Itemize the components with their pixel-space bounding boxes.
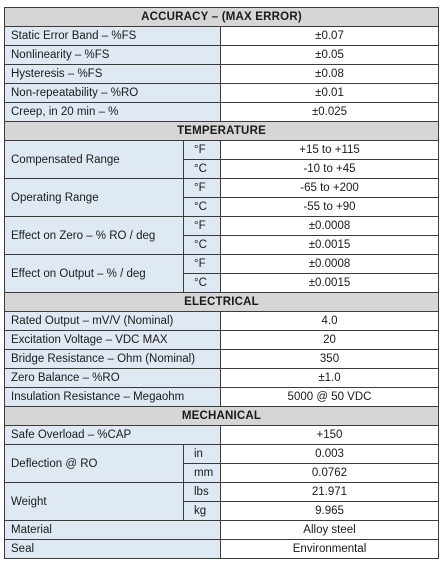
row-value: +15 to +115 xyxy=(221,141,439,160)
row-label: Operating Range xyxy=(5,179,184,217)
table-row xyxy=(5,46,439,65)
row-value: ±0.05 xyxy=(221,46,439,65)
unit-label: °F xyxy=(184,179,221,198)
table-row xyxy=(5,350,439,369)
unit-label: °F xyxy=(184,217,221,236)
row-label: Seal xyxy=(5,540,221,559)
row-label: Non-repeatability – %RO xyxy=(5,84,221,103)
table-row xyxy=(5,483,439,502)
row-value: ±0.08 xyxy=(221,65,439,84)
row-label: Deflection @ RO xyxy=(5,445,184,483)
row-value: -10 to +45 xyxy=(221,160,439,179)
unit-label: °F xyxy=(184,255,221,274)
row-label: Zero Balance – %RO xyxy=(5,369,221,388)
table-row xyxy=(5,141,439,160)
table-row xyxy=(5,179,439,198)
row-value: 20 xyxy=(221,331,439,350)
table-row xyxy=(5,445,439,464)
row-value: 350 xyxy=(221,350,439,369)
unit-label: °F xyxy=(184,141,221,160)
table-row xyxy=(5,331,439,350)
table-row xyxy=(5,255,439,274)
row-value: 4.0 xyxy=(221,312,439,331)
row-label: Creep, in 20 min – % xyxy=(5,103,221,122)
row-label: Static Error Band – %FS xyxy=(5,27,221,46)
row-value: ±1.0 xyxy=(221,369,439,388)
table-row xyxy=(5,426,439,445)
row-value: ±0.01 xyxy=(221,84,439,103)
section-header-row xyxy=(5,407,439,426)
unit-label: lbs xyxy=(184,483,221,502)
row-value: ±0.0015 xyxy=(221,274,439,293)
table-row xyxy=(5,65,439,84)
unit-label: °C xyxy=(184,236,221,255)
row-value: 0.0762 xyxy=(221,464,439,483)
table-row xyxy=(5,84,439,103)
row-value: +150 xyxy=(221,426,439,445)
row-label: Nonlinearity – %FS xyxy=(5,46,221,65)
unit-label: °C xyxy=(184,198,221,217)
section-header-row xyxy=(5,122,439,141)
section-header-row xyxy=(5,8,439,27)
row-value: 0.003 xyxy=(221,445,439,464)
row-value: ±0.025 xyxy=(221,103,439,122)
table-row xyxy=(5,312,439,331)
section-title-electrical: ELECTRICAL xyxy=(5,293,439,312)
table-row xyxy=(5,540,439,559)
table-row xyxy=(5,217,439,236)
row-label: Weight xyxy=(5,483,184,521)
row-value: 21.971 xyxy=(221,483,439,502)
section-title-mechanical: MECHANICAL xyxy=(5,407,439,426)
row-label: Material xyxy=(5,521,221,540)
unit-label: °C xyxy=(184,160,221,179)
row-label: Effect on Zero – % RO / deg xyxy=(5,217,184,255)
row-label: Effect on Output – % / deg xyxy=(5,255,184,293)
section-title-temperature: TEMPERATURE xyxy=(5,122,439,141)
row-label: Insulation Resistance – Megaohm xyxy=(5,388,221,407)
row-value: 5000 @ 50 VDC xyxy=(221,388,439,407)
row-value: Environmental xyxy=(221,540,439,559)
row-label: Compensated Range xyxy=(5,141,184,179)
row-value: ±0.0008 xyxy=(221,217,439,236)
row-value: ±0.07 xyxy=(221,27,439,46)
table-row xyxy=(5,103,439,122)
unit-label: mm xyxy=(184,464,221,483)
row-label: Hysteresis – %FS xyxy=(5,65,221,84)
row-value: 9.965 xyxy=(221,502,439,521)
unit-label: in xyxy=(184,445,221,464)
table-row xyxy=(5,369,439,388)
row-label: Excitation Voltage – VDC MAX xyxy=(5,331,221,350)
row-label: Rated Output – mV/V (Nominal) xyxy=(5,312,221,331)
row-label: Bridge Resistance – Ohm (Nominal) xyxy=(5,350,221,369)
row-label: Safe Overload – %CAP xyxy=(5,426,221,445)
section-title-accuracy: ACCURACY – (MAX ERROR) xyxy=(5,8,439,27)
row-value: ±0.0008 xyxy=(221,255,439,274)
row-value: -65 to +200 xyxy=(221,179,439,198)
row-value: Alloy steel xyxy=(221,521,439,540)
table-row xyxy=(5,388,439,407)
section-header-row xyxy=(5,293,439,312)
unit-label: °C xyxy=(184,274,221,293)
row-value: -55 to +90 xyxy=(221,198,439,217)
row-value: ±0.0015 xyxy=(221,236,439,255)
table-row xyxy=(5,521,439,540)
spec-table xyxy=(4,7,439,559)
unit-label: kg xyxy=(184,502,221,521)
table-row xyxy=(5,27,439,46)
